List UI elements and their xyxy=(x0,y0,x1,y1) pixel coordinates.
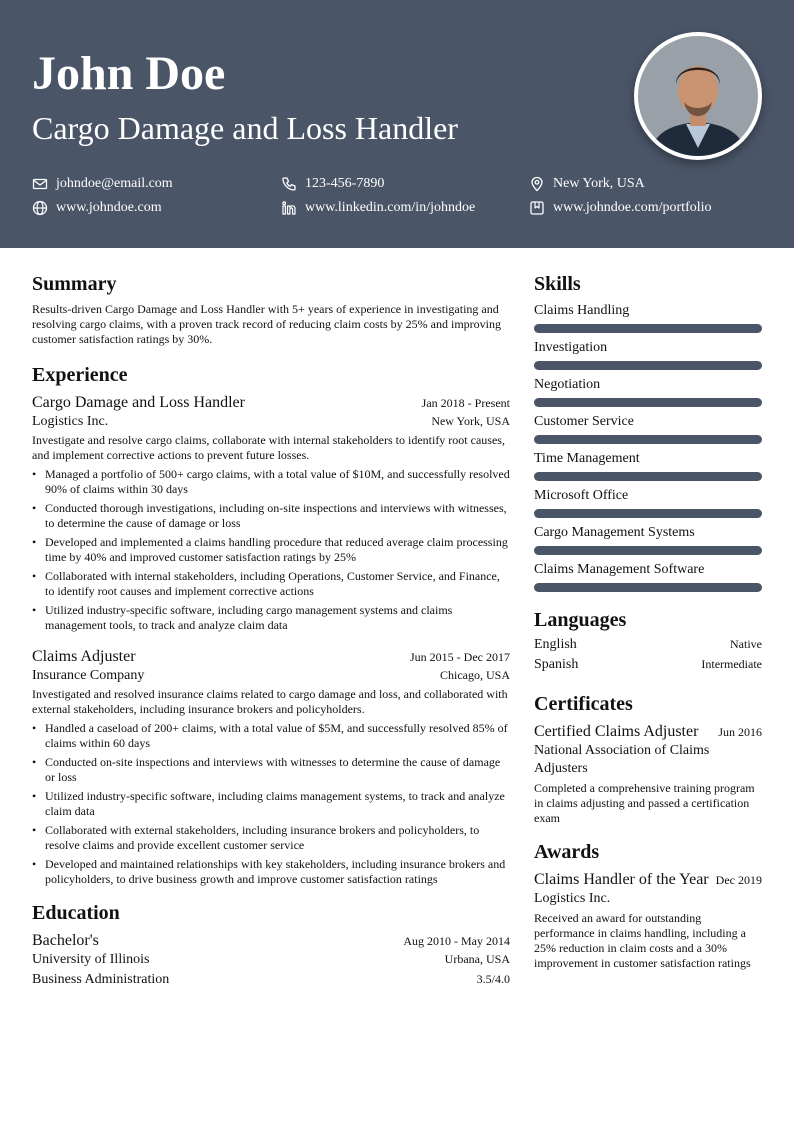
location-pin-icon xyxy=(529,176,545,192)
certificate-description: Completed a comprehensive training program in claims adjusting and passed a certification exam xyxy=(534,781,755,825)
contact-linkedin[interactable] xyxy=(281,198,475,218)
skill-item xyxy=(534,339,762,370)
contact-portfolio[interactable] xyxy=(529,198,712,218)
skill-name: Claims Handling xyxy=(534,303,630,318)
contact-linkedin-text: www.linkedin.com/in/johndoe xyxy=(305,200,476,215)
job-company: Insurance Company xyxy=(32,668,145,683)
skills-heading: Skills xyxy=(534,273,581,295)
job-description: Investigate and resolve cargo claims, collaborate with internal stakeholders to identify root causes, and implement corrective actions to prevent future losses. xyxy=(32,433,505,462)
contact-website-text: www.johndoe.com xyxy=(56,200,162,215)
skill-bar xyxy=(534,583,762,592)
languages-section xyxy=(534,608,762,674)
skill-name: Time Management xyxy=(534,451,640,466)
job-description: Investigated and resolved insurance claims related to cargo damage and loss, and collaborated with external stakeholders, including insurance brokers and policyholders. xyxy=(32,687,508,716)
candidate-title: Cargo Damage and Loss Handler xyxy=(32,110,458,146)
languages-heading: Languages xyxy=(534,609,627,631)
job-bullet: • Utilized industry-specific software, including cargo management systems and claims management tools, to track and analyze claim data xyxy=(32,603,510,633)
skill-bar xyxy=(534,546,762,555)
contact-portfolio-text: www.johndoe.com/portfolio xyxy=(553,200,712,215)
education-gpa: 3.5/4.0 xyxy=(476,972,510,986)
contact-location xyxy=(529,174,645,194)
skill-bar-fill xyxy=(534,324,762,333)
certificates-section xyxy=(534,692,762,826)
job-title: Claims Adjuster xyxy=(32,648,136,665)
skill-bar-fill xyxy=(534,583,762,592)
portfolio-icon xyxy=(529,200,545,216)
award-description: Received an award for outstanding performance in claims handling, including a 25% reduction in claim costs and a 30% improvement in customer satisfaction ratings xyxy=(534,911,751,970)
job-bullets xyxy=(32,467,510,633)
job-date: Jan 2018 - Present xyxy=(421,396,510,410)
education-field: Business Administration xyxy=(32,972,170,987)
language-level: Native xyxy=(730,637,762,651)
job-bullets xyxy=(32,721,510,887)
award-title: Claims Handler of the Year xyxy=(534,871,709,888)
skill-bar xyxy=(534,361,762,370)
candidate-name: John Doe xyxy=(32,47,226,100)
certificate-title: Certified Claims Adjuster xyxy=(534,723,699,740)
skill-item xyxy=(534,376,762,407)
contact-phone-text: 123-456-7890 xyxy=(305,176,385,191)
education-location: Urbana, USA xyxy=(444,952,510,966)
job-bullet: • Managed a portfolio of 500+ cargo claims, with a total value of $10M, and successfully resolved 90% of claims within 30 days xyxy=(32,467,510,497)
language-level: Intermediate xyxy=(701,657,762,671)
skill-item xyxy=(534,487,762,518)
skill-name: Negotiation xyxy=(534,377,601,392)
skill-item xyxy=(534,450,762,481)
summary-section xyxy=(32,272,510,347)
certificate-issuer: National Association of Claims Adjusters xyxy=(534,743,710,776)
education-section xyxy=(32,901,510,989)
award-issuer: Logistics Inc. xyxy=(534,891,611,906)
side-column xyxy=(534,272,762,971)
skill-item xyxy=(534,413,762,444)
job-bullet: • Utilized industry-specific software, including claims management systems, to track and analyze claim data xyxy=(32,789,510,819)
skill-bar-fill xyxy=(534,472,762,481)
avatar-portrait xyxy=(638,36,758,156)
skill-bar xyxy=(534,324,762,333)
experience-heading: Experience xyxy=(32,364,128,386)
summary-text: Results-driven Cargo Damage and Loss Handler with 5+ years of experience in investigating and resolving cargo claims, with a proven track record of reducing claim costs by 25% and improving customer satisfaction ratings by 30%. xyxy=(32,302,501,346)
job-company: Logistics Inc. xyxy=(32,414,109,429)
contact-website[interactable] xyxy=(32,198,162,218)
language-name: English xyxy=(534,637,577,652)
skill-name: Customer Service xyxy=(534,414,634,429)
contact-email[interactable] xyxy=(32,174,173,194)
skill-bar-fill xyxy=(534,509,762,518)
skill-item xyxy=(534,561,762,592)
awards-section xyxy=(534,840,762,971)
job-date: Jun 2015 - Dec 2017 xyxy=(410,650,510,664)
job-entry xyxy=(32,393,510,633)
skill-bar-fill xyxy=(534,546,762,555)
job-bullet: • Collaborated with internal stakeholders, including Operations, Customer Service, and Finance, to identify root causes and implement corrective actions xyxy=(32,569,510,599)
profile-photo xyxy=(634,32,762,160)
skill-bar-fill xyxy=(534,398,762,407)
skill-item xyxy=(534,302,762,333)
skill-name: Cargo Management Systems xyxy=(534,525,695,540)
language-name: Spanish xyxy=(534,657,579,672)
skill-name: Microsoft Office xyxy=(534,488,629,503)
contact-email-text: johndoe@email.com xyxy=(56,176,173,191)
summary-heading: Summary xyxy=(32,273,117,295)
awards-heading: Awards xyxy=(534,841,600,863)
skills-section xyxy=(534,272,762,592)
job-bullet: • Developed and implemented a claims handling procedure that reduced average claim processing time by 40% and improved customer satisfaction ratings by 25% xyxy=(32,535,510,565)
skill-item xyxy=(534,524,762,555)
job-location: Chicago, USA xyxy=(440,668,510,682)
job-bullet: • Developed and maintained relationships with key stakeholders, including insurance brokers and policyholders, to drive business growth and improve customer satisfaction ratings xyxy=(32,857,510,887)
linkedin-icon xyxy=(281,200,297,216)
main-column xyxy=(32,272,510,989)
skill-name: Claims Management Software xyxy=(534,562,705,577)
skill-bar xyxy=(534,435,762,444)
phone-icon xyxy=(281,176,297,192)
job-bullet: • Conducted on-site inspections and interviews with witnesses to determine the cause of damage or loss xyxy=(32,755,510,785)
education-school: University of Illinois xyxy=(32,952,150,967)
job-entry xyxy=(32,647,510,887)
award-date: Dec 2019 xyxy=(715,873,762,887)
resume-header xyxy=(0,0,794,248)
skill-bar xyxy=(534,472,762,481)
certificate-date: Jun 2016 xyxy=(718,725,762,739)
globe-icon xyxy=(32,200,48,216)
job-location: New York, USA xyxy=(431,414,510,428)
contact-location-text: New York, USA xyxy=(553,176,645,191)
education-date: Aug 2010 - May 2014 xyxy=(403,934,510,948)
skill-name: Investigation xyxy=(534,340,608,355)
experience-section xyxy=(32,363,510,887)
skill-bar xyxy=(534,509,762,518)
job-bullet: • Conducted thorough investigations, including on-site inspections and interviews with witnesses, to determine the cause of damage or loss xyxy=(32,501,510,531)
envelope-icon xyxy=(32,176,48,192)
job-bullet: • Collaborated with external stakeholders, including insurance brokers and policyholders, to resolve claims and provide excellent customer service xyxy=(32,823,510,853)
education-heading: Education xyxy=(32,902,120,924)
job-title: Cargo Damage and Loss Handler xyxy=(32,394,245,411)
skill-bar xyxy=(534,398,762,407)
contact-phone[interactable] xyxy=(281,174,384,194)
job-bullet: • Handled a caseload of 200+ claims, with a total value of $5M, and successfully resolved 85% of claims within 60 days xyxy=(32,721,510,751)
certificates-heading: Certificates xyxy=(534,693,633,715)
skill-bar-fill xyxy=(534,361,762,370)
education-degree: Bachelor's xyxy=(32,932,99,949)
skill-bar-fill xyxy=(534,435,762,444)
